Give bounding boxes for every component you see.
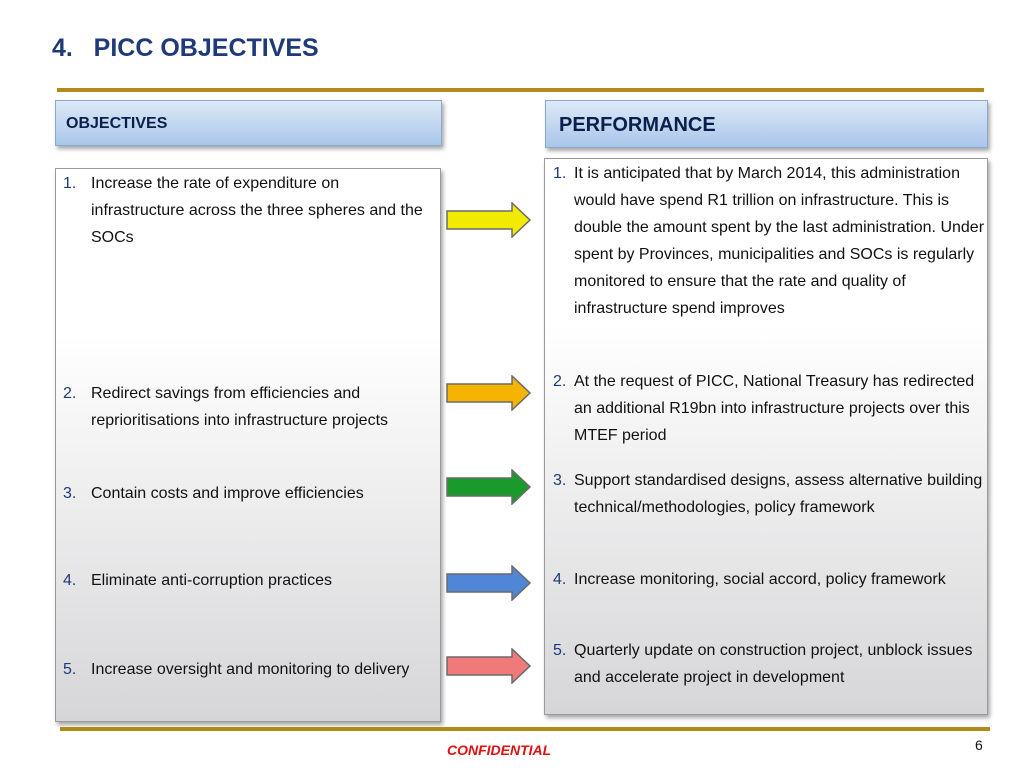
objective-text: Redirect savings from efficiencies and reprioritisations into infrastructure projects bbox=[91, 385, 389, 429]
arrow-shape bbox=[447, 566, 530, 600]
arrow-shape bbox=[447, 470, 530, 504]
confidential-label: CONFIDENTIAL bbox=[447, 742, 552, 758]
objective-text: Eliminate anti-corruption practices bbox=[91, 572, 332, 589]
arrow-shape bbox=[447, 203, 530, 237]
objectives-panel bbox=[55, 168, 441, 722]
performance-item bbox=[553, 566, 989, 593]
objective-number: 4. bbox=[63, 572, 77, 589]
objective-text: Increase oversight and monitoring to delivery bbox=[91, 661, 410, 678]
performance-number: 1. bbox=[553, 165, 567, 182]
objective-text: Contain costs and improve efficiencies bbox=[91, 485, 364, 502]
top-divider bbox=[57, 88, 984, 92]
performance-item bbox=[553, 467, 989, 521]
performance-item bbox=[553, 637, 989, 691]
performance-text: It is anticipated that by March 2014, this administration would have spend R1 trillion on infrastructure. This is double the amount spent by the last administration. Under spent by Provinces, municipalities and SOCs is regularly monitored to ensure that the rate and quality of infrastructure spend improves bbox=[574, 165, 985, 317]
arrow-right-icon bbox=[446, 648, 532, 684]
objective-text: Increase the rate of expenditure on infrastructure across the three spheres and the SOCs bbox=[91, 175, 423, 246]
arrow-right-icon bbox=[446, 469, 532, 505]
performance-text: Support standardised designs, assess alternative building technical/methodologies, policy framework bbox=[574, 472, 983, 516]
objective-item bbox=[63, 480, 433, 507]
performance-item bbox=[553, 160, 989, 322]
performance-text: At the request of PICC, National Treasury has redirected an additional R19bn into infrastructure projects over this MTEF period bbox=[574, 373, 975, 444]
objective-number: 3. bbox=[63, 485, 77, 502]
objective-number: 1. bbox=[63, 175, 77, 192]
performance-number: 4. bbox=[553, 571, 567, 588]
page-number: 6 bbox=[975, 737, 983, 753]
performance-item bbox=[553, 368, 989, 449]
bottom-divider bbox=[60, 727, 990, 731]
objective-number: 5. bbox=[63, 661, 77, 678]
performance-text: Increase monitoring, social accord, policy framework bbox=[574, 571, 946, 588]
performance-number: 3. bbox=[553, 472, 567, 489]
performance-header: PERFORMANCE bbox=[545, 100, 988, 148]
objective-item bbox=[63, 567, 433, 594]
objective-number: 2. bbox=[63, 385, 77, 402]
objective-item bbox=[63, 170, 433, 251]
arrow-shape bbox=[447, 376, 530, 410]
objective-item bbox=[63, 380, 433, 434]
slide-title: 4. PICC OBJECTIVES bbox=[52, 34, 319, 62]
performance-number: 5. bbox=[553, 642, 567, 659]
arrow-right-icon bbox=[446, 565, 532, 601]
arrow-right-icon bbox=[446, 202, 532, 238]
performance-number: 2. bbox=[553, 373, 567, 390]
objectives-header: OBJECTIVES bbox=[55, 100, 442, 146]
arrow-right-icon bbox=[446, 375, 532, 411]
performance-text: Quarterly update on construction project, unblock issues and accelerate project in development bbox=[574, 642, 973, 686]
objective-item bbox=[63, 656, 433, 683]
arrow-shape bbox=[447, 649, 530, 683]
